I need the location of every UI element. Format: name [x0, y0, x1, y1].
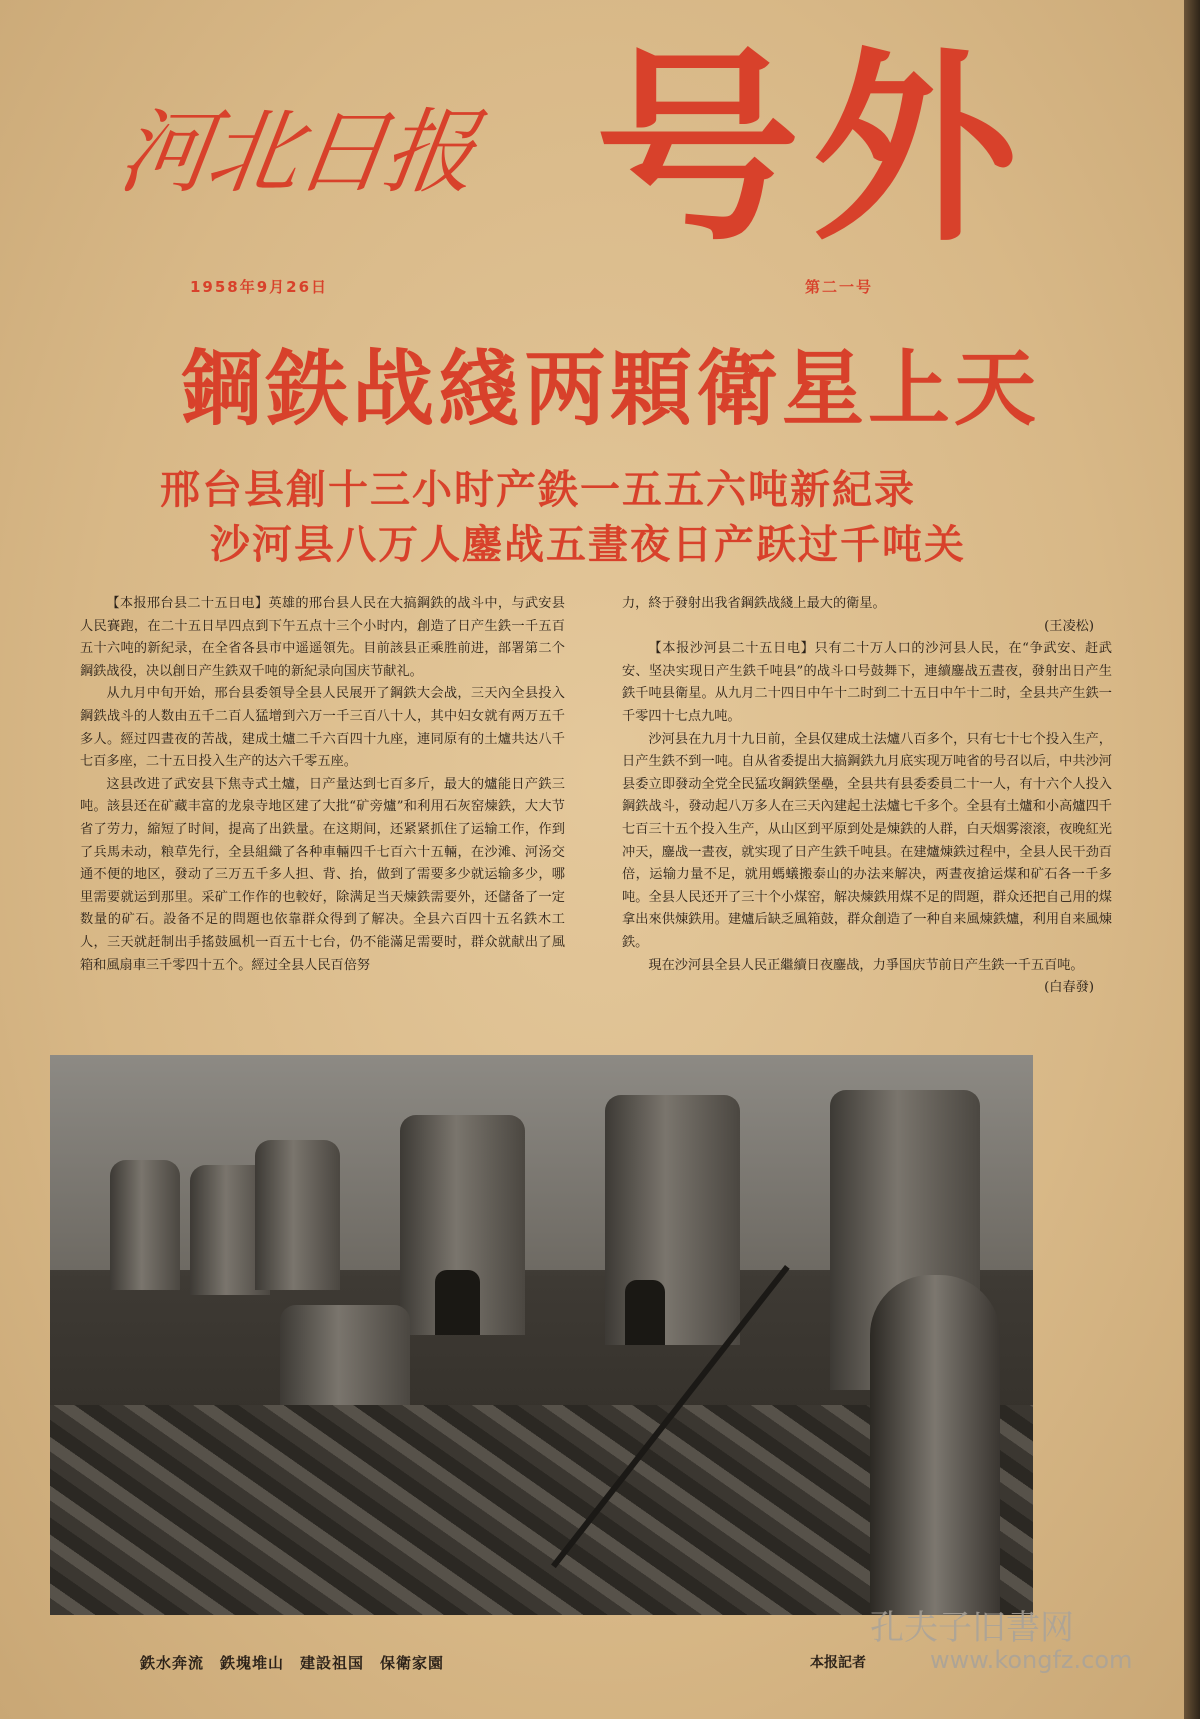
- furnace-door: [435, 1270, 480, 1335]
- photo-worker: [870, 1275, 1000, 1615]
- subheadline-xingtai: 邢台县創十三小时产鉄一五五六吨新紀录: [160, 467, 916, 513]
- newspaper-masthead: 河北日报: [112, 99, 480, 206]
- issue-date: 1958年9月26日: [190, 278, 329, 296]
- page-binding-edge: [1184, 0, 1200, 1719]
- furnace-shape: [110, 1160, 180, 1290]
- watermark-text: 孔夫子旧書网: [870, 1608, 1074, 1648]
- article-paragraph: 現在沙河县全县人民正繼續日夜鏖战，力爭国庆节前日产生鉄一千五百吨。: [648, 957, 1084, 973]
- article-paragraph: 【本报沙河县二十五日电】只有二十万人口的沙河县人民，在“争武安、赶武安、坚决实现日产生鉄千吨县”的战斗口号鼓舞下，連續鏖战五晝夜，發射出日产生鉄千吨县衛星。从九月二十四日中午十二时到二十五日中午十二时，全县共产生鉄一千零四十七点九吨。: [622, 641, 1112, 724]
- watermark-url: www.kongfz.com: [930, 1646, 1133, 1674]
- article-continuation: 力，終于發射出我省鋼鉄战綫上最大的衛星。: [622, 596, 886, 611]
- article-shahe: [622, 593, 1112, 1000]
- article-paragraph: 从九月中旬开始，邢台县委領导全县人民展开了鋼鉄大会战，三天內全县投入鋼鉄战斗的人数由五千二百人猛增到六万一千三百八十人，其中妇女就有两万五千多人。經过四晝夜的苦战，建成土爐二千六百四十九座，連同原有的土爐共达八千七百多座，二十五日投入生产的达六千零五座。: [80, 686, 565, 770]
- byline-wang: (王凌松): [1044, 618, 1094, 634]
- article-paragraph: 沙河县在九月十九日前，全县仅建成土法爐八百多个，只有七十七个投入生产，日产生鉄不到一吨。自从省委提出大搞鋼鉄九月底实现万吨省的号召以后，中共沙河县委立即發动全党全民猛攻鋼鉄堡壘，全县共有县委委員二十一人，有十六个人投入鋼鉄战斗，發动起八万多人在三天內建起土法爐七千多个。全县有土爐和小高爐四千七百三十五个投入生产，从山区到平原到处是煉鉄的人群，白天烟雾滚滚，夜晚紅光冲天，鏖战一晝夜，就实现了日产生鉄千吨县。在建爐煉鉄过程中，全县人民干劲百倍，运输力量不足，就用螞蟻搬泰山的办法来解决，两晝夜搶运煤和矿石各一千多吨。全县人民还开了三十个小煤窑，解决煉鉄用煤不足的問題，群众还把自己用的煤拿出來供煉鉄用。建爐后缺乏風箱鼓，群众創造了一种自来風煉鉄爐，利用自来風煉鉄。: [622, 731, 1112, 950]
- issue-number: 第二一号: [805, 278, 874, 296]
- extra-edition-title: 号外: [595, 31, 1029, 269]
- furnace-shape: [255, 1140, 340, 1290]
- byline-bai: (白春發): [1044, 980, 1094, 996]
- furnace-shape: [280, 1305, 410, 1415]
- subheadline-shahe: 沙河县八万人鏖战五晝夜日产跃过千吨关: [210, 522, 966, 568]
- main-headline: 鋼鉄战綫两顆衛星上天: [179, 342, 1040, 437]
- article-paragraph: 这县改进了武安县下焦寺式土爐，日产量达到七百多斤，最大的爐能日产鉄三吨。該县还在矿藏丰富的龙泉寺地区建了大批“矿旁爐”和利用石灰窑煉鉄，大大节省了劳力，縮短了时间，提高了出鉄量。在这期间，还紧紧抓住了运输工作，作到了兵馬未动，粮草先行，全县組織了各种車輛四千七百六十五輛，在沙滩、河汤交通不便的地区，發动了三万五千多人担、背、抬，做到了需要多少就运输多少，哪里需要就运到那里。采矿工作作的也較好，除满足当天煉鉄需要外，还儲备了一定数量的矿石。設备不足的問題也依靠群众得到了解决。全县六百四十五名鉄木工人，三天就赶制出手搖鼓風机一百五十七台，仍不能滿足需要时，群众就献出了風箱和風扇車三千零四十五个。經过全县人民百倍努: [80, 776, 565, 973]
- article-xingtai: [80, 593, 565, 977]
- article-paragraph: 【本报邢台县二十五日电】英雄的邢台县人民在大搞鋼鉄的战斗中，与武安县人民賽跑，在二十五日早四点到下午五点十三个小时内，創造了日产生鉄一千五百五十六吨的新紀录，在全省各县市中遥遥領先。目前該县正乘胜前进，部署第二个鋼鉄战役，决以創日产生鉄双千吨的新紀录向国庆节献礼。: [80, 596, 565, 679]
- photo-caption: 鉄水奔流 鉄塊堆山 建設祖国 保衛家園: [140, 1654, 445, 1672]
- furnace-door: [625, 1280, 665, 1345]
- photo-credit: 本报記者: [810, 1655, 866, 1671]
- furnace-photo: [50, 1055, 1033, 1615]
